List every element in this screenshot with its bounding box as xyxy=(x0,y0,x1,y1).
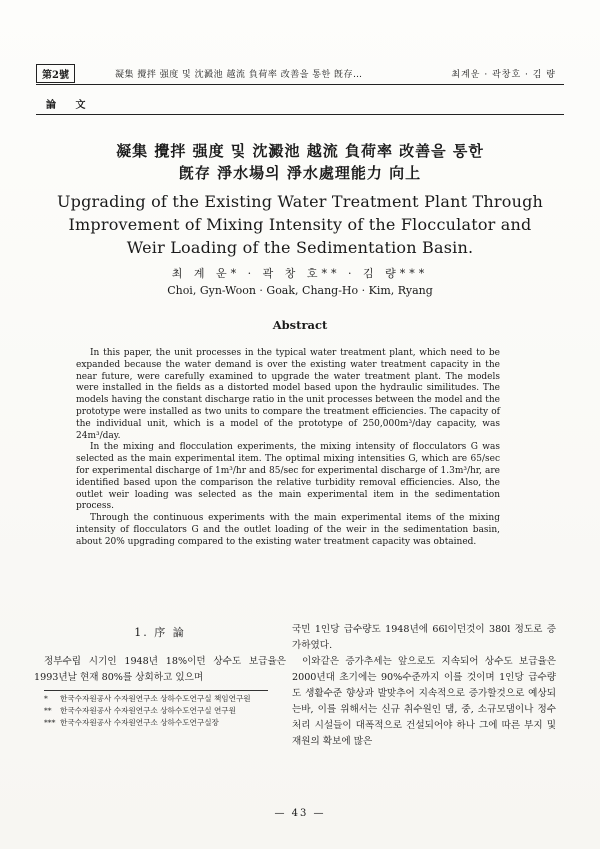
volume-label: 第2號 xyxy=(36,64,75,83)
abstract-paragraph: In this paper, the unit processes in the typical water treatment plant, which need to be expanded because the water demand is over the existing water treatment capacity in the near future, were carefully examined to upgrade the water treatment plant. The models were installed in the fields as a distorted model based upon the hydraulic similitudes. The models having the constant discharge ratio in the unit processes between the model and the prototype were installed as two units to compare the treatment efficiencies. The capacity of the individual unit, which is a model of the prototype of 250,000m³/day capacity, was 24m³/day. xyxy=(76,348,500,441)
left-column xyxy=(34,624,286,729)
body-paragraph: 이와같은 증가추세는 앞으로도 지속되어 상수도 보급율은 2000년대 초기에는 90%수준까지 이를 것이며 1인당 급수량도 생활수준 향상과 발맞추어 지속적으로 증가할것으로 예상되는바, 이를 위해서는 신규 취수원인 댐, 중, 소규모댐이나 정수처리 시설들이 대폭적으로 건설되어야 하나 그에 따른 부지 및 재원의 확보에 많은 xyxy=(292,656,556,747)
title-english-line-2: Improvement of Mixing Intensity of the Flocculator and xyxy=(68,215,532,234)
abstract-paragraph: In the mixing and flocculation experiments, the mixing intensity of flocculators G was selected as the main experimental item. The optimal mixing intensities G, which are 65/sec for experimental discharge of 1m³/hr and 85/sec for experimental discharge of 1.3m³/hr, are identified based upon the comparison the relative turbidity removal efficiencies. Also, the outlet weir loading was selected as the main experimental item in the sedimentation process. xyxy=(76,442,500,512)
body-paragraph: 정부수립 시기인 1948년 18%이던 상수도 보급율은 1993년날 현재 80%를 상회하고 있으며 xyxy=(34,656,286,683)
footnotes xyxy=(44,690,268,729)
running-title: 凝集 攪拌 强度 및 沈澱池 越流 負荷率 改善을 통한 旣存… xyxy=(114,69,363,80)
section-rule xyxy=(36,114,564,115)
footnote-mark: ** xyxy=(44,706,52,715)
footnote-mark: * xyxy=(44,694,48,703)
authors-english: Choi, Gyn-Woon · Goak, Chang-Ho · Kim, Ryang xyxy=(167,284,433,297)
footnote-mark: *** xyxy=(44,718,56,727)
running-authors: 최계운 · 곽창호 · 김 량 xyxy=(451,69,556,80)
footnote xyxy=(44,693,268,705)
section-label: 論 文 xyxy=(46,100,94,111)
footnote xyxy=(44,717,268,729)
abstract-body xyxy=(76,348,500,549)
header-rule xyxy=(36,84,564,85)
authors-korean: 최 계 운* · 곽 창 호** · 김 량*** xyxy=(171,267,429,280)
title-english-line-1: Upgrading of the Existing Water Treatment Plant Through xyxy=(56,192,544,211)
page-number: — 43 — xyxy=(274,808,326,819)
body-paragraph: 국민 1인당 급수량도 1948년에 66l이던것이 380l 정도로 증가하였다. xyxy=(292,624,556,651)
abstract-paragraph: Through the continuous experiments with the main experimental items of the mixing intensity of flocculators G and the outlet loading of the weir in the sedimentation basin, about 20% upgrading compared to the existing water treatment capacity was obtained. xyxy=(76,513,500,547)
section-heading: 1. 序 論 xyxy=(134,626,186,639)
footnote-text: 한국수자원공사 수자원연구소 상하수도연구실 책임연구원 xyxy=(60,694,251,703)
title-english-line-3: Weir Loading of the Sedimentation Basin. xyxy=(126,238,474,257)
footnote-text: 한국수자원공사 수자원연구소 상하수도연구실장 xyxy=(60,718,219,727)
title-korean-line-1: 凝集 攪拌 强度 및 沈澱池 越流 負荷率 改善을 통한 xyxy=(116,142,484,160)
running-header xyxy=(36,62,566,84)
footnote-text: 한국수자원공사 수자원연구소 상하수도연구실 연구원 xyxy=(60,706,236,715)
title-korean-line-2: 旣存 淨水場의 淨水處理能力 向上 xyxy=(178,164,422,182)
footnote xyxy=(44,705,268,717)
abstract-title: Abstract xyxy=(272,318,328,332)
right-column xyxy=(292,622,556,750)
